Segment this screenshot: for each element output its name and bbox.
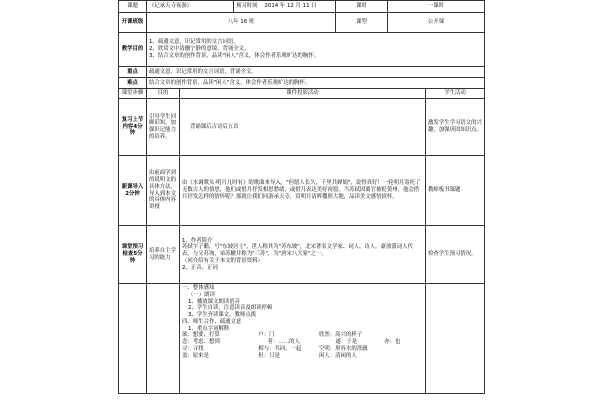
- step-student: 激发学生学习语文的兴趣，加强巩固知识点。: [426, 99, 485, 156]
- col-activity: 课件投影活动: [180, 89, 426, 99]
- step-goal: 引导学生回顾旧知，加强识记能力的培养。: [147, 99, 180, 156]
- goals-list: [147, 33, 485, 67]
- overview-content: [180, 284, 426, 394]
- prep-time-label: 预习时间: [236, 3, 258, 10]
- step-activity: 背诵课后古诗后五首: [180, 99, 426, 156]
- vocab-item: 亦：也: [384, 339, 401, 345]
- step-label: 新课导入2分钟: [119, 156, 147, 226]
- hours-label: 课时: [336, 1, 388, 13]
- step-goal-empty: [147, 284, 180, 394]
- lesson-plan-sheet: [118, 0, 484, 400]
- vocab-row: [182, 339, 423, 346]
- vocab-item: 念：考虑、想到: [182, 339, 220, 345]
- overview-line: 3、学生齐读课文，教师点拨: [188, 312, 257, 318]
- type-label: 课型: [336, 13, 388, 33]
- step-student-empty: [426, 284, 485, 394]
- step-row-intro: [119, 156, 485, 226]
- vocab-item: 盖：原来是: [182, 352, 209, 359]
- vocab-item: 欲：想要、打算: [182, 332, 220, 339]
- vocab-item: 遂：于是: [335, 339, 358, 345]
- type-value: 公开课: [388, 13, 485, 33]
- key-label: 重点: [119, 67, 147, 78]
- step-label-empty: [119, 284, 147, 394]
- difficulty-row: [119, 78, 485, 89]
- vocab-item: 但：只是: [258, 352, 280, 359]
- step-row-overview: [119, 284, 485, 394]
- step-goal: 由前面学到的说明文的具体方法，导入到本文的具体内容讲授: [147, 156, 180, 226]
- step-activity: [180, 226, 426, 284]
- step-goal: 培养自主学习的能力: [147, 226, 180, 284]
- column-header-row: [119, 89, 485, 99]
- activity-line: （同介绍有关于本文的背景资料）: [182, 257, 263, 264]
- vocab-item: 寻：寻找: [182, 345, 204, 352]
- header-row-1: [119, 1, 485, 13]
- vocab-row: [182, 353, 423, 360]
- step-label: 课堂预习检查5分钟: [119, 226, 147, 284]
- step-label: 复习上节内容4分钟: [119, 99, 147, 156]
- activity-line: 2、正音、正词: [182, 264, 218, 271]
- activity-line: 1、作者简介: [182, 237, 213, 244]
- class-label: 开课班级: [119, 13, 147, 33]
- col-student: 学生活动: [426, 89, 485, 99]
- goal-item: 2、欣赏文中清幽宁静的意境，背诵全文。: [149, 46, 250, 53]
- goal-item: 3、结合文章的创作背景，品读"闲人"含义，体会作者乐观旷达的胸怀。: [149, 52, 320, 59]
- key-row: [119, 67, 485, 78]
- vocab-item: 空明：形容水的澄澈: [318, 345, 368, 352]
- prep-time-value: 2014 年 12 月 11 日: [264, 3, 317, 10]
- goals-label: 教学目的: [119, 33, 147, 67]
- col-goal: 目的: [147, 89, 180, 99]
- vocab-item: 者：……的人: [267, 339, 300, 345]
- step-row-preview: [119, 226, 485, 284]
- vocab-item: 户：门: [258, 332, 275, 339]
- difficulty-text: 结合文章的创作背景，品读"闲人"含义，体会作者乐观旷达的胸怀。: [147, 78, 485, 89]
- header-row-2: [119, 13, 485, 33]
- overview-title: 一、整体感知: [182, 285, 215, 291]
- goal-item: 1、疏通文意，识记常用的文言词语。: [149, 39, 239, 46]
- goals-row: [119, 33, 485, 67]
- vocab-item: 闲人：清闲的人: [318, 352, 357, 359]
- step-student: 教师板书课题: [426, 156, 485, 226]
- difficulty-label: 难点: [119, 78, 147, 89]
- topic-value: 《记承天寺夜游》: [147, 1, 234, 13]
- prep-time: [234, 1, 336, 13]
- step-activity: 由《水调歌头·明月几时有》的歌曲来导入，"但愿人长久，千里共婵娟"，说得真好！一轮明月寄托了无数古人的情思，他们或借月抒发相思愁绪，或借月表达美好祝愿。当苏轼因离官被贬黄州，他会借月抒发怎样的情怀呢？那就让我们同游承天寺，赏明月清辉撒照大地，品读美文感悟情怀。: [180, 156, 426, 226]
- vocab-item: 相与：共同、一起: [258, 345, 302, 352]
- topic-label: 课题: [119, 1, 147, 13]
- vocab-item: 欣然：高兴的样子: [318, 332, 363, 339]
- overview-reading: （一）朗读: [188, 291, 215, 298]
- activity-line: 苏轼字子瞻，号"东坡居士"，世人称其为"苏东坡"，北宋著名文学家、词人、诗人。豪放派词人代表。与父苏洵，弟苏辙并称为"三苏"，为"唐宋八大家"之一。: [182, 244, 413, 258]
- col-steps: 课堂步骤: [119, 89, 147, 99]
- overview-translate: 四、师生合作，疏通文意: [182, 318, 242, 325]
- step-row-review: [119, 99, 485, 156]
- lesson-plan-table: [118, 0, 485, 394]
- vocab-title: 1、重点字词解释: [188, 325, 230, 332]
- overview-line: 2、学生自读，注意读音及朗读停顿: [188, 305, 273, 312]
- class-value: 八年 16 班: [147, 13, 336, 33]
- key-text: 疏通文意，识记常用的文言词语，背诵全文。: [147, 67, 485, 78]
- overview-line: 1、播放课文朗读语音: [188, 298, 240, 305]
- vocab-row: [182, 332, 423, 339]
- hours-value: 一课时: [388, 1, 485, 13]
- vocab-row: [182, 346, 423, 353]
- step-student: 检查学生预习情况。: [426, 226, 485, 284]
